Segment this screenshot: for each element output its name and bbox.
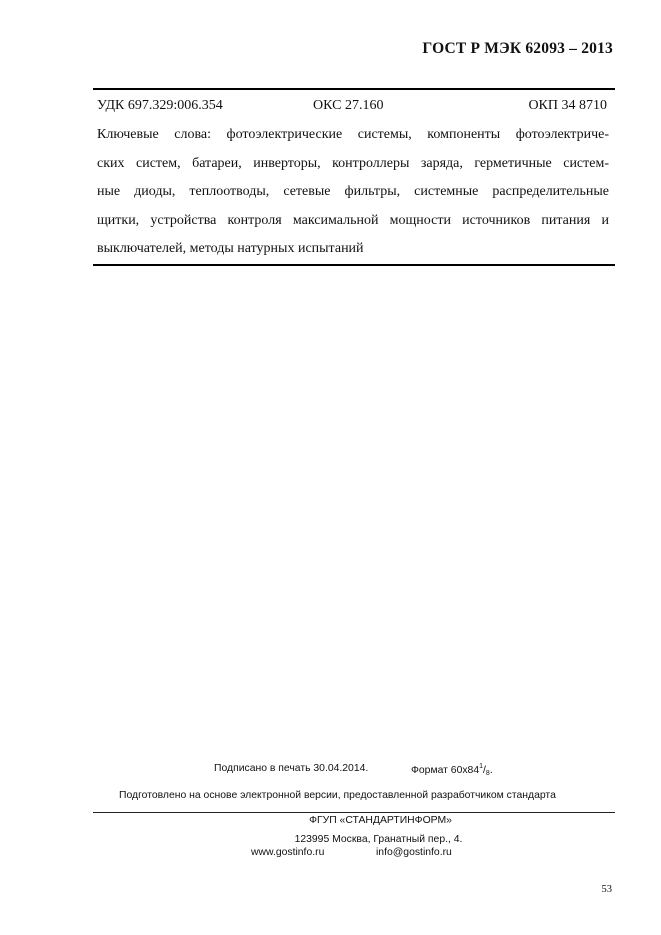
- okp-code: ОКП 34 8710: [528, 98, 607, 113]
- publisher-name: ФГУП «СТАНДАРТИНФОРМ»: [309, 815, 452, 826]
- prepared-text: Подготовлено на основе электронной версии, предоставленной разработчиком стандарта: [119, 790, 556, 801]
- email-link[interactable]: info@gostinfo.ru: [376, 847, 452, 858]
- format-end: .: [489, 765, 493, 776]
- format-label: Формат 60х84: [411, 765, 480, 776]
- keywords-line: щитки, устройства контроля максимальной мощности источников питания и: [97, 212, 609, 228]
- website-link[interactable]: www.gostinfo.ru: [251, 847, 325, 858]
- page-number: 53: [601, 884, 612, 895]
- format-numerator: 1: [479, 763, 484, 770]
- oks-code: ОКС 27.160: [313, 98, 384, 113]
- standard-title: ГОСТ Р МЭК 62093 – 2013: [422, 40, 613, 57]
- classification-codes: [97, 98, 611, 116]
- publisher-divider: [93, 812, 615, 813]
- keywords-block: [97, 121, 609, 264]
- format-denominator: 8: [485, 770, 490, 777]
- top-divider: [93, 88, 615, 90]
- paper-format: Формат $60х84^1/_8$.: [411, 763, 493, 777]
- udk-code: УДК 697.329:006.354: [97, 98, 223, 113]
- keywords-line: ные диоды, теплоотводы, сетевые фильтры, системные распределительные: [97, 184, 609, 199]
- keywords-line: выключателей, методы натурных испытаний: [97, 241, 364, 256]
- keywords-divider: [93, 264, 615, 266]
- keywords-line: ских систем, батареи, инверторы, контроллеры заряда, герметичные систем-: [97, 155, 609, 171]
- signed-date: Подписано в печать 30.04.2014.: [214, 763, 369, 774]
- publisher-address: 123995 Москва, Гранатный пер., 4.: [294, 834, 463, 845]
- keywords-line: Ключевые слова: фотоэлектрические системы, компоненты фотоэлектриче-: [97, 127, 609, 142]
